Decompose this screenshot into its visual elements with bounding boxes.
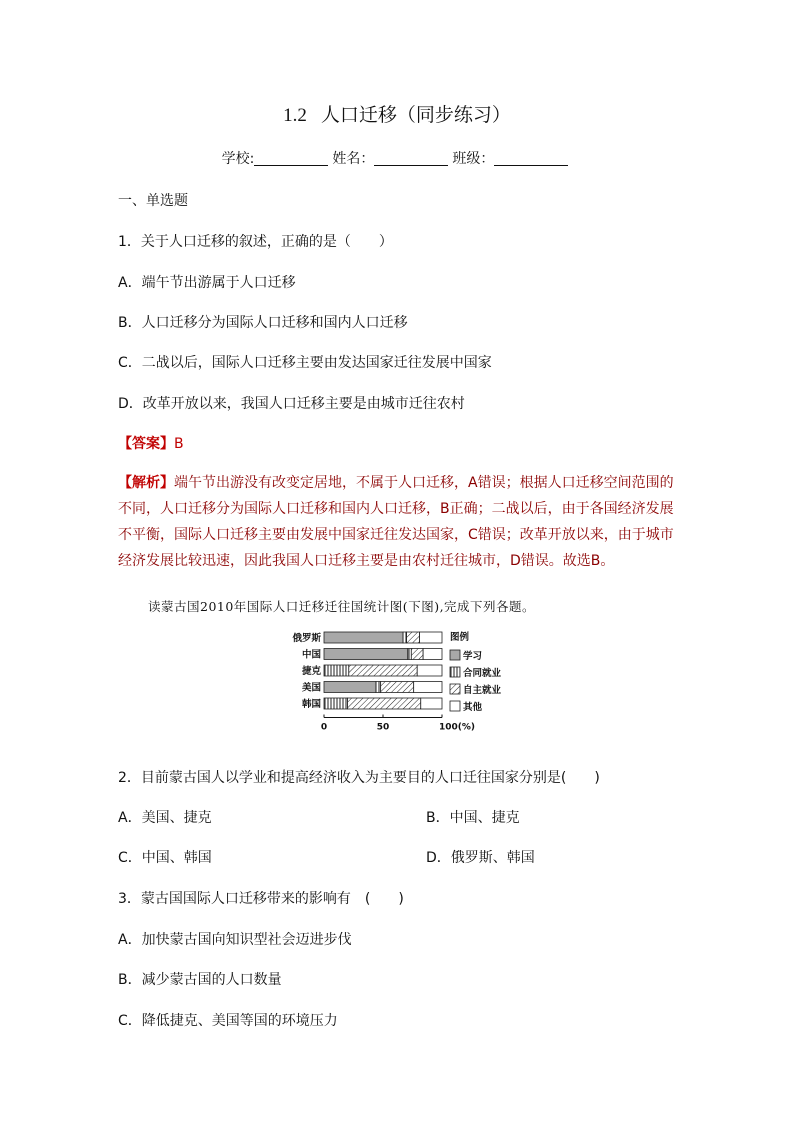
bar-segment — [420, 632, 442, 643]
category-label: 韩国 — [301, 699, 321, 710]
bar-segment — [417, 665, 442, 676]
bar-segment — [348, 698, 421, 709]
school-blank[interactable] — [254, 151, 328, 166]
bar-segment — [324, 632, 403, 643]
q2-option-d: D．俄罗斯、韩国 — [426, 850, 535, 866]
x-tick-label: 100(%) — [439, 722, 476, 733]
q2-option-b: B．中国、捷克 — [426, 810, 520, 826]
x-tick-label: 0 — [320, 722, 328, 733]
bar-segment — [376, 682, 381, 693]
bar-segment — [408, 649, 412, 660]
bar-segment — [414, 682, 442, 693]
q2-option-c: C．中国、韩国 — [118, 850, 212, 866]
q2-option-a: A．美国、捷克 — [118, 810, 212, 826]
name-label: 姓名： — [332, 151, 375, 167]
legend-swatch — [450, 667, 460, 677]
bar-segment — [407, 632, 420, 643]
bar-segment — [324, 649, 408, 660]
legend-label: 其他 — [463, 702, 483, 713]
bar-segment — [403, 632, 407, 643]
q1-answer: 【答案】B — [118, 436, 184, 452]
q1-option-d: D．改革开放以来，我国人口迁移主要是由城市迁往农村 — [118, 396, 465, 412]
legend-title: 图例 — [450, 632, 470, 643]
legend-swatch — [450, 684, 460, 694]
student-info-row — [0, 148, 794, 168]
q1-option-c: C．二战以后，国际人口迁移主要由发达国家迁往发展中国家 — [118, 355, 492, 371]
legend-swatch — [450, 650, 460, 660]
q2-stem: 2．目前蒙古国人以学业和提高经济收入为主要目的人口迁往国家分别是( ) — [118, 770, 600, 786]
q1-option-b: B．人口迁移分为国际人口迁移和国内人口迁移 — [118, 315, 408, 331]
name-blank[interactable] — [374, 151, 448, 166]
bar-segment — [423, 649, 442, 660]
bar-segment — [381, 682, 414, 693]
q3-option-c: C．降低捷克、美国等国的环境压力 — [118, 1013, 338, 1029]
q3-option-b: B．减少蒙古国的人口数量 — [118, 972, 282, 988]
legend-label: 合同就业 — [463, 668, 502, 679]
bar-segment — [324, 665, 349, 676]
legend-label: 自主就业 — [463, 685, 502, 696]
chart-intro: 读蒙古国2010年国际人口迁移迁往国统计图(下图),完成下列各题。 — [148, 599, 536, 614]
q1-analysis: 【解析】端午节出游没有改变定居地，不属于人口迁移，A错误；根据人口迁移空间范围的不同，人口迁移分为国际人口迁移和国内人口迁移，B正确；二战以后，由于各国经济发展不平衡，国际人口迁移主要由发展中国家迁往发达国家，C错误；改革开放以来，由于城市经济发展比较迅速，因此我国人口迁移主要是由农村迁往城市，D错误。故选B。 — [118, 475, 674, 569]
legend-label: 学习 — [463, 651, 483, 662]
bar-segment — [411, 649, 423, 660]
section-heading: 一、单选题 — [118, 193, 188, 209]
category-label: 俄罗斯 — [292, 633, 321, 644]
class-label: 班级： — [452, 151, 495, 167]
q1-option-a: A．端午节出游属于人口迁移 — [118, 275, 296, 291]
page-title: 1.2 人口迁移（同步练习） — [283, 104, 511, 126]
legend-swatch — [450, 701, 460, 711]
school-label: 学校: — [221, 151, 255, 167]
q3-option-a: A．加快蒙古国向知识型社会迈进步伐 — [118, 932, 352, 948]
category-label: 美国 — [301, 682, 321, 694]
bar-segment — [324, 698, 348, 709]
q3-stem: 3．蒙古国国际人口迁移带来的影响有 ( ) — [118, 891, 404, 907]
bar-segment — [421, 698, 442, 709]
x-tick-label: 50 — [376, 722, 390, 733]
migration-chart — [282, 626, 522, 748]
bar-segment — [324, 682, 376, 693]
category-label: 中国 — [301, 649, 321, 661]
bar-segment — [349, 665, 417, 676]
category-label: 捷克 — [301, 666, 321, 677]
q1-stem: 1．关于人口迁移的叙述，正确的是（ ） — [118, 234, 393, 250]
class-blank[interactable] — [494, 151, 568, 166]
